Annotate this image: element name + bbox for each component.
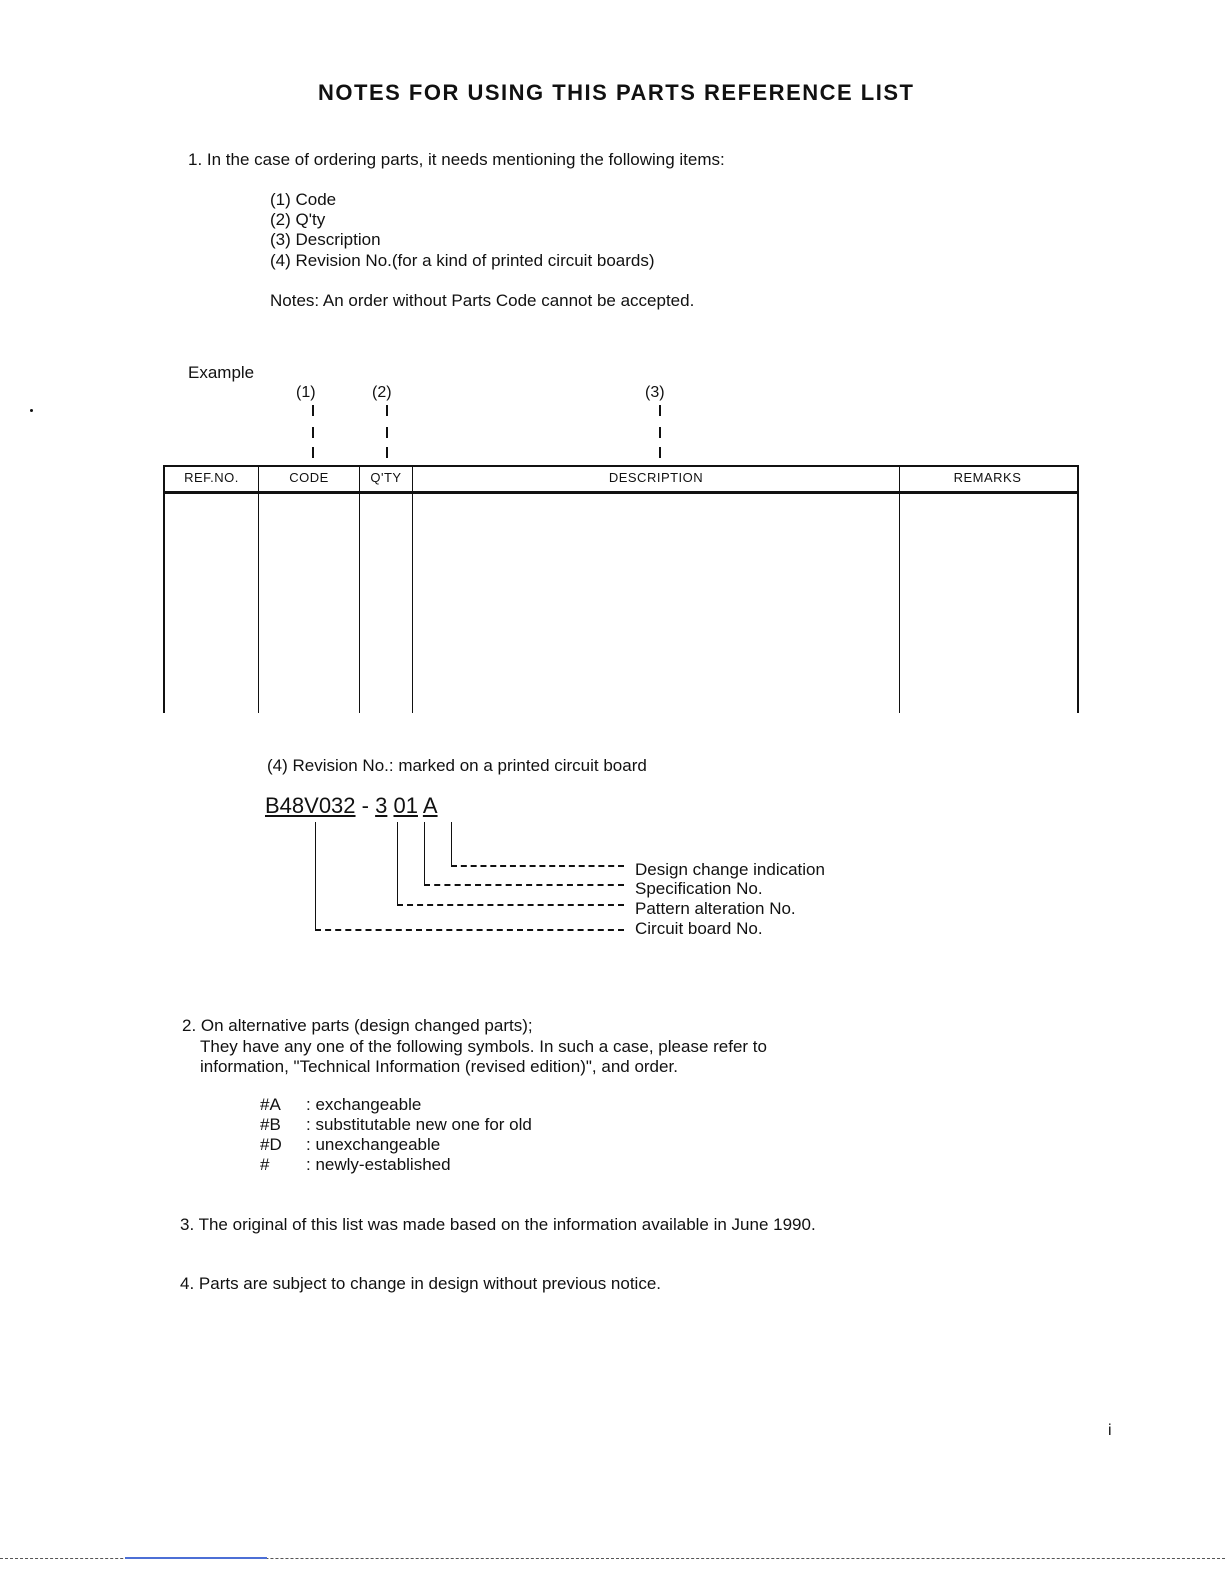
marker-description: (3): [645, 384, 665, 401]
header-code: CODE: [289, 470, 329, 485]
table-column-divider: [258, 465, 259, 713]
marker-qty: (2): [372, 384, 392, 401]
symbol-description: : exchangeable: [306, 1095, 422, 1114]
order-item-revision: (4) Revision No.(for a kind of printed circuit boards): [270, 251, 655, 270]
pattern-alteration-no: 3: [375, 793, 388, 818]
symbol-description: : unexchangeable: [306, 1135, 441, 1154]
bottom-edge-highlight: [125, 1557, 267, 1559]
revision-code-example: [265, 793, 438, 819]
example-label: Example: [188, 363, 255, 382]
symbol-code: #A: [260, 1095, 281, 1114]
section1-note: Notes: An order without Parts Code cannot be accepted.: [270, 291, 695, 310]
header-description: DESCRIPTION: [608, 470, 704, 485]
header-ref-no: REF.NO.: [184, 470, 239, 485]
section2-line: They have any one of the following symbols. In such a case, please refer to: [200, 1037, 767, 1056]
legend-specification: Specification No.: [635, 879, 763, 898]
specification-no: 01: [393, 793, 418, 818]
legend-design-change: Design change indication: [635, 860, 825, 879]
order-item-code: (1) Code: [270, 190, 337, 209]
order-item-qty: (2) Q'ty: [270, 210, 326, 229]
header-remarks: REMARKS: [953, 470, 1022, 485]
page-title: NOTES FOR USING THIS PARTS REFERENCE LIST: [318, 80, 915, 105]
symbol-description: : newly-established: [306, 1155, 451, 1174]
section4-text: 4. Parts are subject to change in design without previous notice.: [180, 1274, 662, 1293]
revision-caption: (4) Revision No.: marked on a printed circuit board: [267, 756, 647, 775]
marker-code: (1): [296, 384, 316, 401]
circuit-board-no: B48V032: [265, 793, 356, 818]
table-column-divider: [359, 465, 360, 713]
legend-circuit-board: Circuit board No.: [635, 919, 763, 938]
section2-line: information, "Technical Information (revised edition)", and order.: [200, 1057, 678, 1076]
section1-intro: 1. In the case of ordering parts, it needs mentioning the following items:: [188, 150, 725, 169]
code-separator: -: [361, 793, 369, 818]
section2-heading: 2. On alternative parts (design changed parts);: [182, 1016, 533, 1035]
order-item-description: (3) Description: [270, 230, 381, 249]
symbol-code: #: [260, 1155, 270, 1174]
header-qty: Q'TY: [370, 470, 402, 485]
symbol-code: #D: [260, 1135, 282, 1154]
table-column-divider: [899, 465, 900, 713]
legend-pattern-alteration: Pattern alteration No.: [635, 899, 796, 918]
table-column-divider: [412, 465, 413, 713]
design-change-indication: A: [422, 793, 438, 818]
symbol-description: : substitutable new one for old: [306, 1115, 532, 1134]
page-number: i: [1108, 1422, 1112, 1439]
section3-text: 3. The original of this list was made based on the information available in June 1990.: [180, 1215, 816, 1234]
margin-dot: [30, 409, 33, 412]
symbol-code: #B: [260, 1115, 281, 1134]
example-parts-table: [163, 465, 1079, 713]
